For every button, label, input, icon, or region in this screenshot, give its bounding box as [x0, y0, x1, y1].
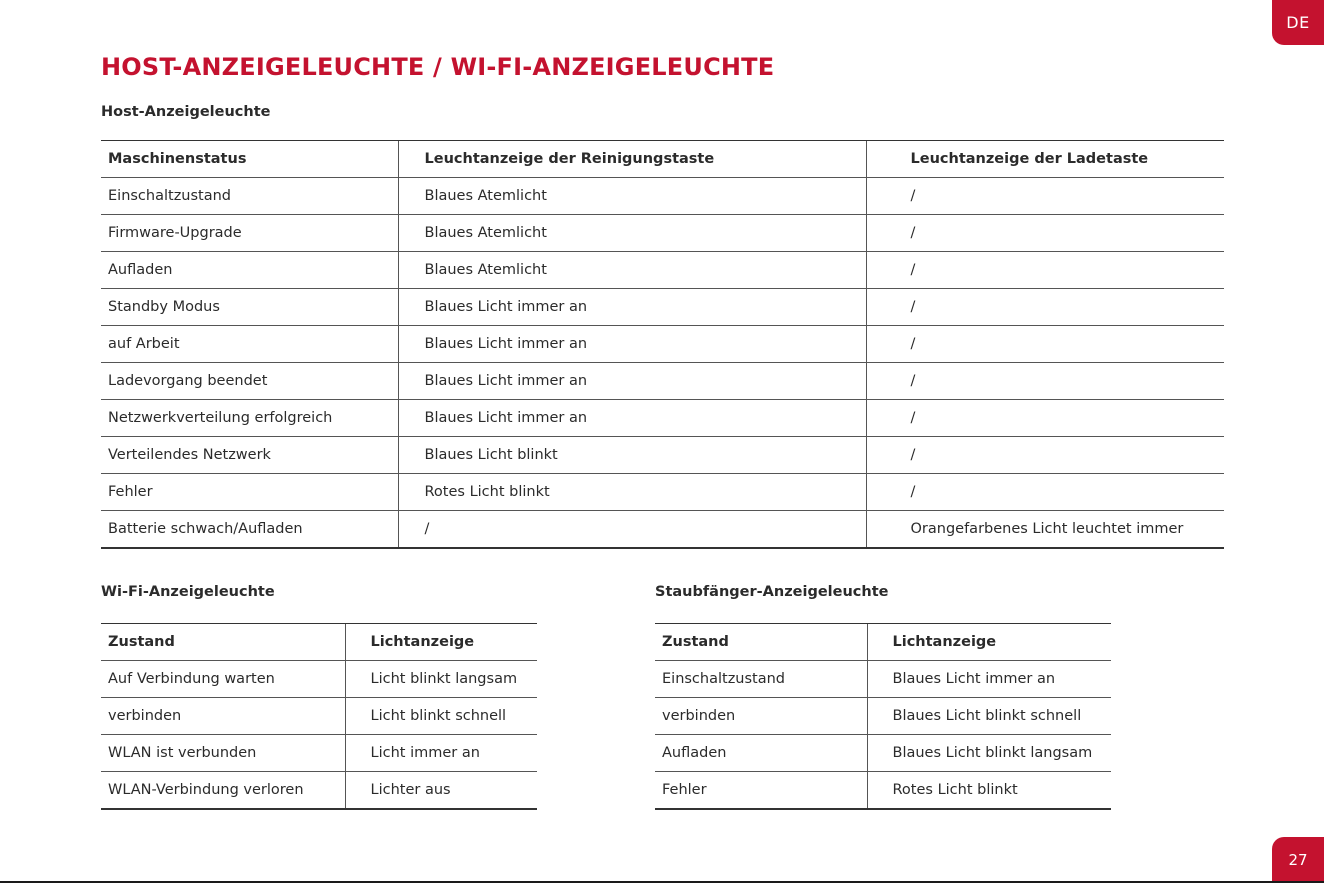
table-cell: / — [866, 178, 1224, 215]
table-cell: Orangefarbenes Licht leuchtet immer — [866, 511, 1224, 548]
table-cell: Licht blinkt langsam — [345, 661, 537, 698]
table-cell: Verteilendes Netzwerk — [101, 437, 398, 474]
table-row — [655, 661, 1111, 698]
wifi-indicator-table — [101, 623, 537, 810]
table-row — [101, 326, 1224, 363]
dust-section-heading: Staubfänger-Anzeigeleuchte — [655, 584, 889, 600]
table-cell: Einschaltzustand — [101, 178, 398, 215]
table-cell: Aufladen — [655, 735, 867, 772]
table-cell: / — [866, 326, 1224, 363]
table-row — [101, 252, 1224, 289]
table-cell: Blaues Licht immer an — [398, 363, 866, 400]
column-header: Lichtanzeige — [345, 624, 537, 661]
table-row — [101, 215, 1224, 252]
language-tab: DE — [1272, 0, 1324, 45]
table-cell: WLAN ist verbunden — [101, 735, 345, 772]
table-cell: Blaues Licht blinkt — [398, 437, 866, 474]
table-cell: / — [866, 400, 1224, 437]
table-cell: Blaues Licht immer an — [867, 661, 1111, 698]
table-row — [101, 772, 537, 809]
column-header: Lichtanzeige — [867, 624, 1111, 661]
table-cell: / — [866, 474, 1224, 511]
table-cell: Einschaltzustand — [655, 661, 867, 698]
column-header: Zustand — [655, 624, 867, 661]
column-header: Zustand — [101, 624, 345, 661]
table-cell: WLAN-Verbindung verloren — [101, 772, 345, 809]
column-header: Leuchtanzeige der Ladetaste — [866, 141, 1224, 178]
table-cell: Standby Modus — [101, 289, 398, 326]
dust-indicator-table — [655, 623, 1111, 810]
table-header-row — [101, 624, 537, 661]
table-header-row — [655, 624, 1111, 661]
table-cell: Firmware-Upgrade — [101, 215, 398, 252]
host-indicator-table — [101, 140, 1224, 549]
table-cell: Blaues Licht immer an — [398, 326, 866, 363]
table-cell: Licht blinkt schnell — [345, 698, 537, 735]
table-cell: Rotes Licht blinkt — [398, 474, 866, 511]
table-row — [101, 400, 1224, 437]
table-cell: auf Arbeit — [101, 326, 398, 363]
table-row — [101, 289, 1224, 326]
table-cell: Netzwerkverteilung erfolgreich — [101, 400, 398, 437]
table-row — [101, 437, 1224, 474]
table-row — [101, 511, 1224, 548]
table-cell: / — [398, 511, 866, 548]
table-row — [655, 772, 1111, 809]
table-cell: verbinden — [655, 698, 867, 735]
table-cell: / — [866, 252, 1224, 289]
table-cell: Ladevorgang beendet — [101, 363, 398, 400]
table-cell: Batterie schwach/Aufladen — [101, 511, 398, 548]
wifi-section-heading: Wi-Fi-Anzeigeleuchte — [101, 584, 275, 600]
table-cell: Blaues Atemlicht — [398, 178, 866, 215]
table-cell: Lichter aus — [345, 772, 537, 809]
table-cell: Blaues Atemlicht — [398, 215, 866, 252]
table-cell: Blaues Licht blinkt langsam — [867, 735, 1111, 772]
table-cell: / — [866, 363, 1224, 400]
table-cell: Blaues Atemlicht — [398, 252, 866, 289]
table-cell: Auf Verbindung warten — [101, 661, 345, 698]
table-cell: / — [866, 289, 1224, 326]
table-cell: Rotes Licht blinkt — [867, 772, 1111, 809]
table-cell: Licht immer an — [345, 735, 537, 772]
column-header: Leuchtanzeige der Reinigungstaste — [398, 141, 866, 178]
table-cell: Blaues Licht blinkt schnell — [867, 698, 1111, 735]
table-row — [655, 735, 1111, 772]
table-cell: / — [866, 215, 1224, 252]
page-number: 27 — [1272, 837, 1324, 883]
table-cell: Fehler — [655, 772, 867, 809]
table-header-row — [101, 141, 1224, 178]
table-cell: Blaues Licht immer an — [398, 289, 866, 326]
host-section-heading: Host-Anzeigeleuchte — [101, 104, 271, 120]
table-row — [101, 735, 537, 772]
table-row — [655, 698, 1111, 735]
table-cell: verbinden — [101, 698, 345, 735]
table-row — [101, 363, 1224, 400]
table-cell: Aufladen — [101, 252, 398, 289]
table-cell: Fehler — [101, 474, 398, 511]
table-row — [101, 661, 537, 698]
table-cell: Blaues Licht immer an — [398, 400, 866, 437]
page-title: HOST-ANZEIGELEUCHTE / WI-FI-ANZEIGELEUCHTE — [101, 53, 775, 81]
table-row — [101, 698, 537, 735]
table-row — [101, 178, 1224, 215]
table-row — [101, 474, 1224, 511]
column-header: Maschinenstatus — [101, 141, 398, 178]
table-cell: / — [866, 437, 1224, 474]
